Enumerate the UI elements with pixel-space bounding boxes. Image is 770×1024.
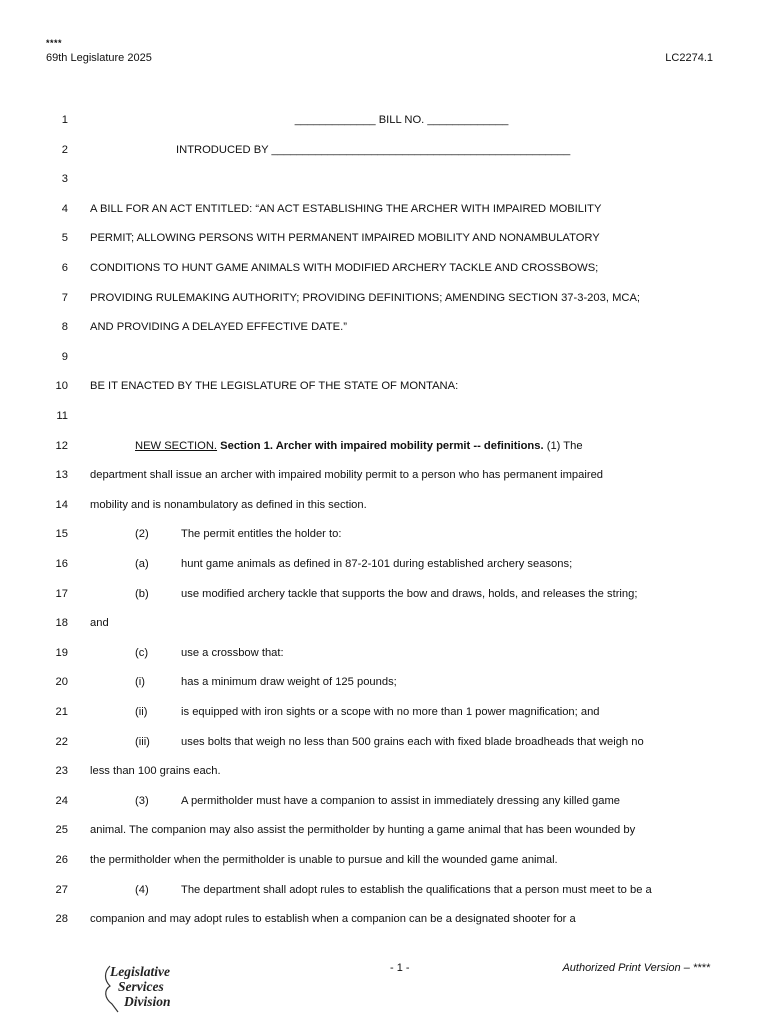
bill-line: [0, 791, 770, 811]
line-text: AND PROVIDING A DELAYED EFFECTIVE DATE.”: [90, 321, 347, 334]
bill-line: [0, 169, 770, 189]
bill-line: [0, 761, 770, 781]
line-number: 14: [55, 498, 68, 511]
line-number: 26: [55, 854, 68, 866]
bill-line: [0, 376, 770, 396]
subsection-label: (2): [135, 528, 149, 541]
line-number: 7: [61, 291, 68, 304]
line-text: mobility and is nonambulatory as defined in this section.: [90, 498, 367, 511]
subsection-label: (i): [135, 676, 145, 689]
header-lc-number: LC2274.1: [665, 52, 713, 64]
line-text: CONDITIONS TO HUNT GAME ANIMALS WITH MODIFIED ARCHERY TACKLE AND CROSSBOWS;: [90, 262, 599, 274]
bill-line: [0, 909, 770, 929]
line-number: 6: [61, 262, 68, 274]
bill-line: [0, 554, 770, 574]
line-number: 11: [56, 410, 68, 422]
bill-line: [0, 584, 770, 604]
line-number: 13: [55, 469, 68, 482]
subsection-label: (iii): [135, 735, 150, 748]
new-section-label: NEW SECTION.: [135, 439, 218, 452]
bill-line: [0, 613, 770, 633]
line-number: 21: [55, 706, 68, 718]
bill-line: [0, 110, 770, 130]
bill-line: [0, 140, 770, 160]
bill-line: [0, 820, 770, 840]
logo-line-3: Division: [124, 994, 171, 1009]
line-text: uses bolts that weigh no less than 500 grains each with fixed blade broadheads that weigh no: [181, 735, 644, 748]
line-text: use a crossbow that:: [181, 646, 284, 659]
line-number: 8: [61, 321, 68, 334]
line-number: 19: [55, 646, 68, 659]
bill-line: [0, 199, 770, 219]
bill-line: [0, 672, 770, 692]
bill-line: [0, 228, 770, 248]
line-number: 22: [55, 735, 68, 748]
line-text: BE IT ENACTED BY THE LEGISLATURE OF THE STATE OF MONTANA:: [90, 380, 459, 393]
line-number: 28: [55, 913, 68, 926]
logo-line-1: Legislative: [110, 964, 170, 979]
line-text: INTRODUCED BY ________________________________________________: [176, 143, 571, 156]
bill-line: [0, 436, 770, 456]
bill-line: [0, 258, 770, 278]
subsection-label: (ii): [135, 706, 148, 718]
line-number: 2: [61, 143, 68, 156]
subsection-label: (a): [135, 558, 149, 570]
bill-line: [0, 465, 770, 485]
line-number: 5: [61, 232, 68, 245]
subsection-label: (3): [135, 794, 149, 807]
bill-line: [0, 732, 770, 752]
bill-line: [0, 406, 770, 426]
logo-line-2: Services: [118, 979, 164, 994]
line-text: PROVIDING RULEMAKING AUTHORITY; PROVIDING DEFINITIONS; AMENDING SECTION 37-3-203, MCA;: [90, 291, 641, 304]
bill-line: [0, 495, 770, 515]
bill-line: [0, 288, 770, 308]
line-text: PERMIT; ALLOWING PERSONS WITH PERMANENT IMPAIRED MOBILITY AND NONAMBULATORY: [90, 232, 600, 245]
section-heading: [135, 436, 713, 456]
line-number: 24: [55, 794, 68, 807]
line-number: 20: [55, 676, 68, 689]
line-number: 23: [55, 765, 68, 778]
line-text: The permit entitles the holder to:: [181, 528, 342, 541]
line-number: 10: [55, 380, 68, 393]
line-number: 27: [55, 883, 68, 896]
subsection-label: (b): [135, 587, 149, 600]
bill-line: [0, 702, 770, 722]
line-number: 18: [55, 617, 68, 630]
line-number: 16: [55, 558, 68, 570]
line-number: 1: [61, 114, 68, 126]
line-text: A permitholder must have a companion to assist in immediately dressing any killed game: [181, 794, 621, 807]
subsection-label: (c): [135, 646, 149, 659]
line-text: hunt game animals as defined in 87-2-101 during established archery seasons;: [181, 558, 573, 570]
bill-line: [0, 347, 770, 367]
line-text: the permitholder when the permitholder is unable to pursue and kill the wounded game animal.: [90, 854, 558, 866]
line-text: and: [90, 617, 109, 630]
lsd-logo: [100, 962, 190, 1014]
print-version: Authorized Print Version – ****: [562, 962, 710, 974]
line-text: (1) The: [543, 439, 583, 452]
bill-line: [0, 643, 770, 663]
line-number: 9: [61, 350, 68, 363]
line-text: is equipped with iron sights or a scope with no more than 1 power magnification; and: [181, 706, 600, 718]
line-text: use modified archery tackle that supports the bow and draws, holds, and releases the string;: [181, 587, 638, 600]
line-text: _____________ BILL NO. _____________: [294, 114, 509, 126]
bill-line: [0, 524, 770, 544]
line-number: 12: [55, 439, 68, 452]
bill-line: [0, 850, 770, 870]
line-text: department shall issue an archer with impaired mobility permit to a person who has permanent impaired: [90, 469, 604, 482]
line-text: has a minimum draw weight of 125 pounds;: [181, 676, 397, 689]
line-number: 4: [61, 202, 68, 215]
line-text: A BILL FOR AN ACT ENTITLED: “AN ACT ESTABLISHING THE ARCHER WITH IMPAIRED MOBILITY: [90, 202, 602, 215]
line-text: The department shall adopt rules to establish the qualifications that a person must meet to be a: [181, 883, 652, 896]
line-number: 25: [55, 824, 68, 837]
line-text: animal. The companion may also assist the permitholder by hunting a game animal that has been wounded by: [90, 824, 636, 837]
header-legislature: 69th Legislature 2025: [46, 52, 152, 64]
line-number: 3: [61, 173, 68, 186]
line-text: companion and may adopt rules to establish when a companion can be a designated shooter for a: [90, 913, 576, 926]
line-text: less than 100 grains each.: [90, 765, 221, 778]
section-title: Section 1. Archer with impaired mobility permit -- definitions.: [220, 439, 544, 452]
subsection-label: (4): [135, 883, 149, 896]
bill-line: [0, 880, 770, 900]
line-number: 17: [55, 587, 68, 600]
header-stars: ****: [46, 38, 63, 48]
line-number: 15: [55, 528, 68, 541]
bill-line: [0, 317, 770, 337]
page-number: - 1 -: [390, 962, 410, 974]
